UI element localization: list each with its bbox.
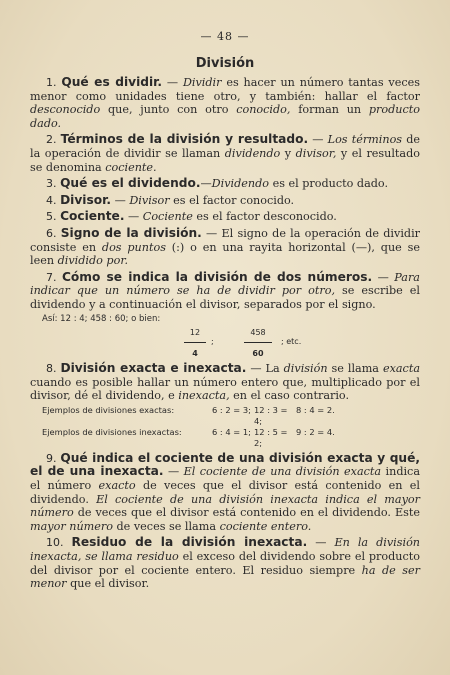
fraction [184, 326, 206, 360]
run: Los términos [327, 133, 403, 147]
run: de veces se llama [112, 519, 220, 533]
run: cociente entero. [219, 519, 312, 533]
run: El cociente de una división inexacta indica el mayor número [30, 492, 420, 520]
item-number: 1. [46, 76, 57, 89]
run: dividendo [224, 146, 281, 160]
example-value: 12 : 3 = 4; [254, 404, 288, 426]
run: mayor número [30, 519, 113, 533]
example-value: 9 : 2 = 4. [296, 426, 335, 437]
run: dos puntos [101, 240, 166, 254]
item-heading: Cómo se indica la división de dos números. [61, 269, 373, 284]
item-heading: Qué indica el cociente de una división exacta y qué, el de una inexacta. [30, 450, 420, 479]
example-line: Así: 12 : 4; 458 : 60; o bien: [42, 313, 161, 324]
body-text [30, 76, 420, 594]
example-label: Ejemplos de divisiones inexactas: [42, 426, 182, 437]
run: indica el número [30, 465, 420, 493]
run: que el divisor. [66, 577, 150, 591]
item-3 [30, 177, 420, 191]
item-number: 10. [46, 536, 64, 550]
dash: — [372, 270, 395, 284]
run: dividido por. [57, 254, 128, 268]
example-label: Ejemplos de divisiones exactas: [42, 404, 175, 415]
run: el exceso del dividendo sobre el producto del divisor por el cociente entero. El residuo siempre [30, 550, 420, 577]
run: forman un [290, 103, 369, 117]
item-10 [30, 536, 420, 590]
run: El cociente de una división exacta [183, 465, 382, 479]
run: Divisor [129, 193, 170, 207]
item-number: 8. [46, 362, 57, 376]
page-number: — 48 — [200, 30, 250, 43]
separator: ; [211, 337, 214, 347]
item-heading: División exacta e inexacta. [60, 361, 247, 376]
dash: — [201, 226, 222, 240]
item-heading: Residuo de la división inexacta. [71, 535, 308, 550]
run: La [265, 362, 284, 376]
denominator: 60 [252, 348, 264, 358]
run: es el factor desconocido. [192, 210, 337, 224]
inexact-examples [42, 427, 420, 449]
dash: — [307, 536, 335, 550]
example-value: 6 : 4 = 1; [212, 426, 251, 437]
item-number: 4. [46, 193, 57, 207]
dash: — [124, 210, 143, 224]
run: Dividir [182, 76, 222, 89]
run: división [283, 362, 328, 376]
run: y el resultado se denomina [30, 146, 420, 174]
item-number: 2. [46, 133, 57, 147]
run: Para indicar que un número se ha de dividir por otro, [30, 270, 420, 298]
item-1 [30, 76, 420, 130]
run: conocido, [236, 103, 291, 117]
item-number: 6. [46, 226, 57, 240]
run: Dividendo [211, 177, 270, 191]
item-number: 7. [46, 270, 57, 284]
run: exacta [382, 362, 420, 376]
run: es el producto dado. [269, 177, 388, 191]
item-2 [30, 133, 420, 174]
example-value: 6 : 2 = 3; [212, 404, 251, 415]
section-title: División [195, 56, 255, 71]
item-heading: Términos de la división y resultado. [60, 132, 309, 147]
run: que, junto con otro [100, 103, 237, 117]
dash: — [162, 76, 183, 89]
run: es hacer un número tantas veces menor como unidades tiene otro, y también: hallar el factor [30, 76, 420, 103]
run: Cociente [142, 210, 193, 224]
item-8 [30, 362, 420, 403]
dash: — [246, 362, 266, 376]
item-heading: Qué es dividir. [61, 75, 163, 89]
run: El signo de la operación de dividir consiste en [30, 226, 420, 254]
run: divisor, [295, 146, 337, 160]
run: producto dado. [30, 103, 420, 130]
item-9 [30, 452, 420, 534]
dash: — [200, 177, 212, 191]
run: cociente. [105, 160, 157, 174]
run: de veces que el divisor está contenido en el dividendo. [30, 479, 420, 506]
dash: — [111, 193, 130, 207]
dash: — [163, 465, 184, 479]
item-heading: Divisor. [60, 192, 112, 207]
example-value: 8 : 4 = 2. [296, 404, 335, 415]
run: de la operación de dividir se llaman [30, 133, 420, 160]
numerator: 12 [184, 326, 206, 343]
item-heading: Signo de la división. [60, 225, 202, 240]
run: se llama [327, 362, 383, 376]
run: y [280, 146, 296, 160]
run: se escribe el dividendo y a continuación el divisor, separados por el signo. [30, 284, 420, 311]
fraction [244, 326, 272, 360]
run: ha de ser menor [30, 563, 420, 591]
item-heading: Qué es el dividendo. [60, 176, 201, 191]
run: es el factor conocido. [169, 193, 295, 207]
fraction-examples [30, 326, 420, 362]
example-value: 12 : 5 = 2; [254, 426, 288, 448]
item-number: 5. [46, 210, 57, 224]
run: cuando es posible hallar un número entero que, multiplicado por el divisor, dé el dividendo, e [30, 375, 420, 403]
item-heading: Cociente. [60, 209, 125, 224]
exact-examples [42, 405, 420, 427]
item-number: 9. [46, 451, 57, 465]
numerator: 458 [244, 326, 272, 343]
denominator: 4 [192, 348, 198, 358]
item-7 [30, 271, 420, 312]
run: exacto [98, 479, 136, 493]
item-5 [30, 210, 420, 224]
item-6 [30, 227, 420, 268]
dash: — [308, 133, 328, 147]
etc-label: ; etc. [281, 337, 302, 347]
run: inexacta, [178, 389, 230, 403]
item-number: 3. [46, 177, 57, 191]
run: en el caso contrario. [229, 389, 350, 403]
run: desconocido [30, 103, 101, 117]
item-4 [30, 194, 420, 208]
run: (:) o en una rayita horizontal (—), que se leen [30, 240, 420, 268]
run: En la división inexacta, se llama residuo [30, 536, 421, 564]
run: de veces que el divisor está contenido en el dividendo. Este [73, 506, 420, 520]
